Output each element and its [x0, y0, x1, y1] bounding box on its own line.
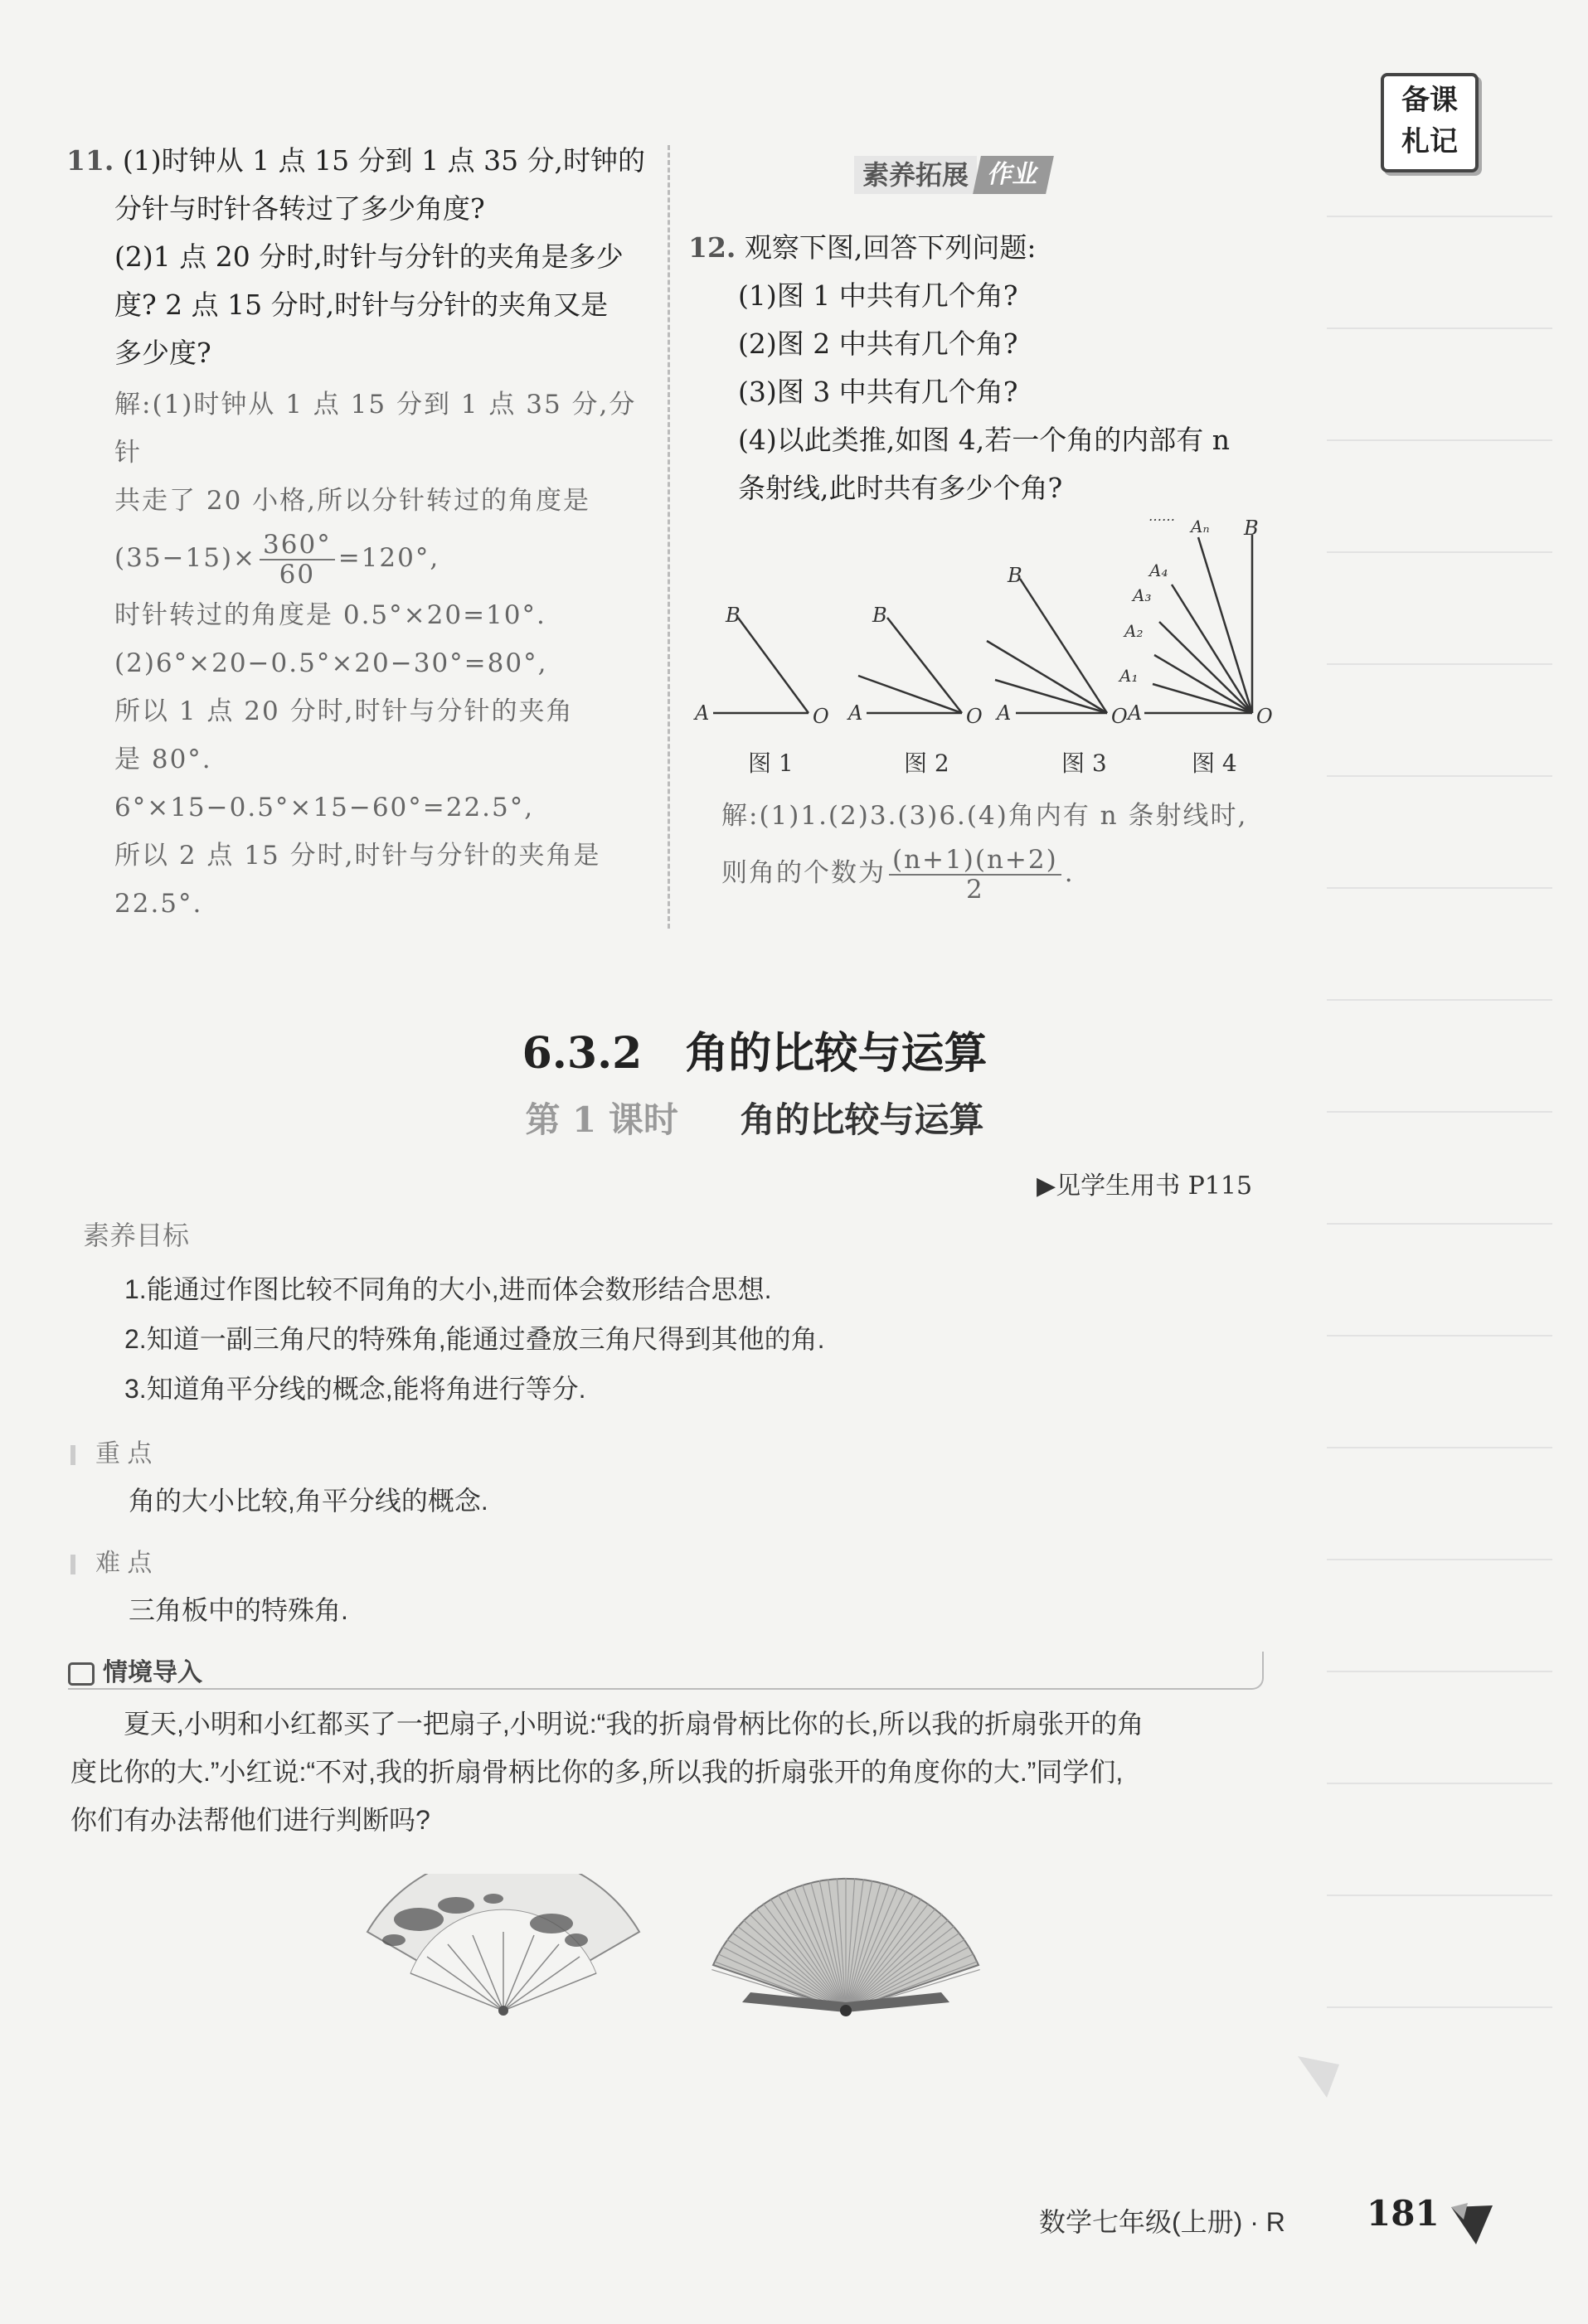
question-line: (1)图 1 中共有几个角?: [738, 279, 1018, 312]
intro-line: 你们有办法帮他们进行判断吗?: [70, 1805, 430, 1835]
label-A: A: [695, 701, 710, 725]
extension-banner: [854, 156, 1050, 194]
question-line: 11. (1)时钟从 1 点 15 分到 1 点 35 分,时钟的: [66, 144, 646, 177]
lesson-number: 第 1 课时: [525, 1099, 678, 1140]
label-B: B: [872, 604, 887, 627]
difficult-point-text: 三角板中的特殊角.: [129, 1595, 348, 1625]
question-line: (2)图 2 中共有几个角?: [738, 327, 1018, 360]
banner-tag: 作业: [973, 156, 1054, 194]
answer-formula: 则角的个数为 $\frac{(n+1)(n+2)}{2}$ .: [721, 844, 1075, 905]
question-line: 多少度?: [114, 337, 211, 369]
question-number: 11.: [66, 144, 114, 177]
lesson-subtitle: [0, 1093, 1509, 1143]
figure-caption-3: 图 3: [1061, 750, 1107, 777]
answer-line: 共走了 20 小格,所以分针转过的角度是: [114, 486, 591, 516]
label-B: B: [726, 604, 741, 627]
difficult-point-heading: 难 点: [70, 1542, 152, 1579]
label-An: Aₙ: [1191, 517, 1210, 536]
question-line: (2)1 点 20 分时,时针与分针的夹角是多少: [114, 240, 624, 273]
intro-heading: 情境导入: [68, 1652, 1264, 1690]
corner-decoration: [1298, 2056, 1348, 2098]
answer-line: 6°×15−0.5°×15−60°=22.5°,: [114, 793, 535, 822]
label-A2: A₂: [1124, 621, 1144, 641]
label-B: B: [1008, 564, 1022, 587]
label-dots: ……: [1149, 508, 1175, 524]
footer-arrow-icon: [1447, 2199, 1497, 2249]
student-book-ref: ▶见学生用书 P115: [1037, 1172, 1253, 1201]
label-A: A: [1128, 701, 1143, 725]
label-O: O: [1256, 705, 1273, 728]
goal-item: 1.能通过作图比较不同角的大小,进而体会数形结合思想.: [124, 1274, 772, 1304]
figure-caption-1: 图 1: [748, 750, 794, 777]
question-11-text: [66, 137, 655, 377]
question-line: (4)以此类推,如图 4,若一个角的内部有 n: [738, 424, 1230, 456]
answer-line: 所以 1 点 20 分时,时针与分针的夹角: [114, 696, 574, 726]
answer-line: 解:(1)时钟从 1 点 15 分到 1 点 35 分,分针: [114, 390, 637, 468]
painted-fan-image: [361, 1874, 647, 2019]
question-line: 度? 2 点 15 分时,时针与分针的夹角又是: [114, 289, 609, 321]
label-O: O: [1111, 705, 1128, 728]
play-arrow-icon: ▶: [1037, 1172, 1056, 1201]
question-number: 12.: [688, 231, 736, 264]
marker-icon: [70, 1445, 75, 1465]
answer-line: 所以 2 点 15 分时,时针与分针的夹角是: [114, 841, 601, 871]
label-B: B: [1244, 517, 1259, 540]
answer-11: [66, 381, 655, 928]
prep-notes-stamp: [1381, 73, 1479, 172]
answer-12: [721, 792, 1302, 906]
intro-text: [70, 1700, 1281, 1844]
question-line: 条射线,此时共有多少个角?: [738, 472, 1063, 504]
stamp-line-2: 札记: [1401, 125, 1458, 158]
answer-line: (2)6°×20−0.5°×20−30°=80°,: [114, 648, 548, 678]
banner-label: 素养拓展: [854, 156, 977, 194]
fraction: $\frac{360^\circ}{60}$: [260, 531, 335, 589]
chat-icon: [68, 1662, 95, 1686]
goals-heading: 素养目标: [83, 1220, 190, 1250]
key-point-text: 角的大小比较,角平分线的概念.: [129, 1486, 488, 1516]
section-title: 6.3.2 角的比较与运算: [522, 1028, 988, 1079]
marker-icon: [70, 1555, 75, 1574]
silver-fan-image: [709, 1870, 983, 2019]
intro-line: 夏天,小明和小红都买了一把扇子,小明说:“我的折扇骨柄比你的长,所以我的折扇张开的角: [124, 1709, 1144, 1739]
question-line: 分针与时针各转过了多少角度?: [114, 192, 485, 225]
label-A: A: [848, 701, 863, 725]
page-number: 181: [1367, 2193, 1440, 2234]
fraction: $\frac{(n+1)(n+2)}{2}$: [889, 846, 1061, 904]
goal-item: 3.知道角平分线的概念,能将角进行等分.: [124, 1374, 586, 1404]
answer-line: 是 80°.: [114, 745, 212, 774]
goals-list: [124, 1264, 824, 1414]
label-O: O: [813, 705, 829, 728]
label-A: A: [997, 701, 1012, 725]
question-line: (3)图 3 中共有几个角?: [738, 376, 1018, 408]
label-A3: A₃: [1133, 585, 1152, 605]
goal-item: 2.知道一副三角尺的特殊角,能通过叠放三角尺得到其他的角.: [124, 1324, 825, 1354]
column-divider: [668, 145, 670, 929]
question-11: [66, 137, 655, 928]
question-12: [688, 224, 1285, 512]
figure-caption-4: 图 4: [1192, 750, 1237, 777]
answer-line: 时针转过的角度是 0.5°×20=10°.: [114, 600, 546, 630]
answer-line: 解:(1)1.(2)3.(3)6.(4)角内有 n 条射线时,: [721, 801, 1248, 831]
angle-figures: [680, 506, 1277, 788]
stamp-line-1: 备课: [1401, 84, 1458, 117]
answer-line: 22.5°.: [114, 889, 203, 919]
answer-formula: (35−15)× $\frac{360^\circ}{60}$ =120°,: [114, 529, 440, 589]
intro-line: 度比你的大.”小红说:“不对,我的折扇骨柄比你的多,所以我的折扇张开的角度你的大.”同学们,: [70, 1757, 1124, 1787]
figure-caption-2: 图 2: [904, 750, 949, 777]
question-line: 12. 观察下图,回答下列问题:: [688, 231, 1037, 264]
footer-book-title: 数学七年级(上册) · R: [1039, 2207, 1285, 2237]
label-A1: A₁: [1119, 666, 1139, 686]
label-A4: A₄: [1149, 560, 1168, 580]
label-O: O: [966, 705, 983, 728]
lesson-name: 角的比较与运算: [740, 1099, 984, 1140]
key-point-heading: 重 点: [70, 1433, 152, 1469]
